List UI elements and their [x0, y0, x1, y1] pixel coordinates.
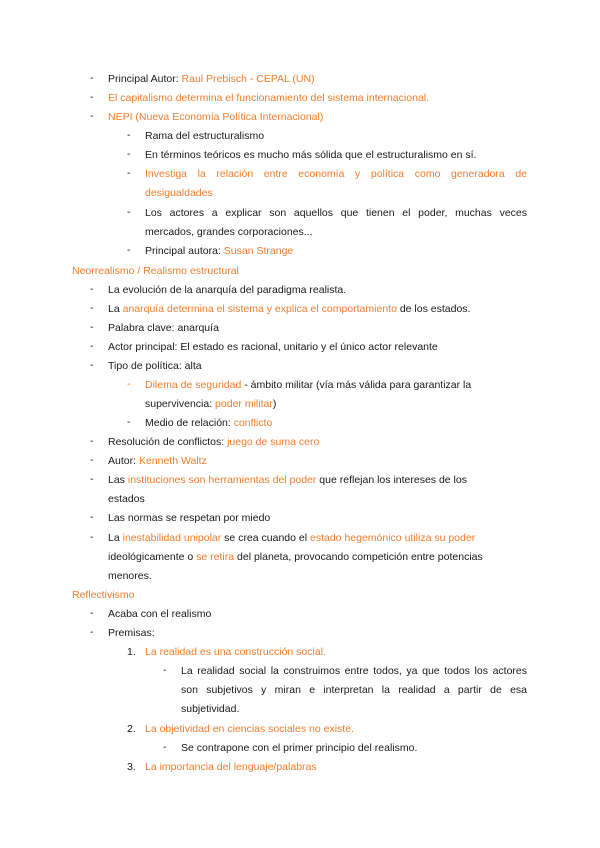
- highlight-text: estado hegemónico utiliza su poder: [310, 532, 476, 544]
- neo-item-instituciones: [108, 473, 467, 487]
- top-line-principal-autor: [108, 72, 315, 86]
- label-text: ideológicamente o: [108, 551, 197, 563]
- premisa-1: La realidad es una construcción social.: [145, 646, 326, 658]
- label-text: del planeta, provocando competición entre potencias: [234, 551, 483, 563]
- neo-item-tipo-politica: Tipo de política: alta: [108, 360, 202, 372]
- label-text: Las: [108, 474, 128, 486]
- nepi-item-actores: Los actores a explicar son aquellos que tienen el poder, muchas veces: [145, 207, 527, 219]
- bullet-dash: -: [90, 607, 94, 619]
- highlight-text: anarquía determina el sistema y explica el comportamiento: [122, 303, 397, 315]
- highlight-text: Kenneth Waltz: [138, 455, 207, 467]
- bullet-dash: -: [90, 321, 94, 333]
- nepi-item-investiga-cont: desigualdades: [145, 187, 213, 199]
- label-text: Principal Autor:: [108, 73, 182, 85]
- bullet-dash: -: [90, 511, 94, 523]
- highlight-text: Raul Prebisch - CEPAL (UN): [181, 73, 315, 85]
- refl-item-premisas: Premisas:: [108, 627, 155, 639]
- highlight-text: conflicto: [233, 417, 273, 429]
- bullet-dash: -: [90, 435, 94, 447]
- label-text: La: [108, 532, 123, 544]
- bullet-dash: -: [90, 626, 94, 638]
- label-text: supervivencia:: [145, 398, 216, 410]
- label-text: Medio de relación:: [145, 417, 234, 429]
- bullet-dash: -: [127, 167, 131, 179]
- highlight-text: se retira: [196, 551, 235, 563]
- nepi-item-autora: [145, 244, 293, 258]
- premisa-1-detail-cont2: subjetividad.: [181, 703, 240, 715]
- label-text: de los estados.: [396, 303, 471, 315]
- neo-sub-dilema: [145, 378, 471, 392]
- label-text: - ámbito militar (vía más válida para garantizar la: [241, 379, 472, 391]
- neo-item-autor: [108, 454, 207, 468]
- bullet-dash: -: [127, 244, 131, 256]
- top-line-nepi: NEPI (Nueva Economía Política Internacional): [108, 111, 324, 123]
- section-heading-reflectivismo: Reflectivismo: [72, 589, 135, 601]
- bullet-dash: -: [127, 378, 131, 390]
- bullet-dash: -: [90, 72, 94, 84]
- nepi-item-investiga: Investiga la relación entre economía y política como generadora de: [145, 168, 527, 180]
- bullet-dash: -: [127, 206, 131, 218]
- numbered-marker: 1.: [127, 646, 136, 658]
- bullet-dash: -: [90, 454, 94, 466]
- bullet-dash: -: [127, 148, 131, 160]
- neo-item-instituciones-cont: estados: [108, 493, 145, 505]
- neo-item-actor-principal: Actor principal: El estado es racional, unitario y el único actor relevante: [108, 341, 438, 353]
- highlight-text: juego de suma cero: [227, 436, 320, 448]
- refl-item-acaba: Acaba con el realismo: [108, 608, 212, 620]
- bullet-dash: -: [90, 359, 94, 371]
- top-line-capitalismo: El capitalismo determina el funcionamiento del sistema internacional.: [108, 92, 429, 104]
- bullet-dash: -: [90, 531, 94, 543]
- section-heading-neorrealismo: Neorrealismo / Realismo estructural: [72, 265, 239, 277]
- bullet-dash: -: [90, 283, 94, 295]
- bullet-dash: -: [163, 741, 167, 753]
- numbered-marker: 2.: [127, 723, 136, 735]
- numbered-marker: 3.: [127, 761, 136, 773]
- bullet-dash: -: [90, 91, 94, 103]
- label-text: Autor:: [108, 455, 139, 467]
- highlight-text: Susan Strange: [223, 245, 294, 257]
- neo-item-anarquia: [108, 302, 470, 316]
- premisa-1-detail: La realidad social la construimos entre todos, ya que todos los actores: [181, 665, 527, 677]
- bullet-dash: -: [90, 302, 94, 314]
- neo-sub-dilema-cont: [145, 397, 276, 411]
- premisa-2: La objetividad en ciencias sociales no existe.: [145, 723, 354, 735]
- nepi-item-rama: Rama del estructuralismo: [145, 130, 265, 142]
- label-text: ): [272, 398, 277, 410]
- highlight-text: inestabilidad unipolar: [122, 532, 222, 544]
- bullet-dash: -: [127, 416, 131, 428]
- neo-item-palabra-clave: Palabra clave: anarquía: [108, 322, 219, 334]
- nepi-item-terminos: En términos teóricos es mucho más sólida que el estructuralismo en sí.: [145, 149, 477, 161]
- neo-item-inestabilidad: [108, 531, 475, 545]
- neo-sub-medio: [145, 416, 272, 430]
- premisa-3: La importancia del lenguaje/palabras: [145, 761, 317, 773]
- premisa-1-detail-cont: son subjetivos y miran e interpretan la realidad a partir de esa: [181, 684, 527, 696]
- neo-item-normas: Las normas se respetan por miedo: [108, 512, 271, 524]
- label-text: se crea cuando el: [221, 532, 310, 544]
- neo-item-inestabilidad-cont2: menores.: [108, 570, 152, 582]
- premisa-2-detail: Se contrapone con el primer principio del realismo.: [181, 742, 418, 754]
- bullet-dash: -: [90, 110, 94, 122]
- label-text: que reflejan los intereses de los: [316, 474, 467, 486]
- highlight-text: instituciones son herramientas del poder: [127, 474, 317, 486]
- highlight-text: poder militar: [215, 398, 273, 410]
- neo-item-evolucion: La evolución de la anarquía del paradigma realista.: [108, 284, 347, 296]
- bullet-dash: -: [90, 473, 94, 485]
- bullet-dash: -: [127, 129, 131, 141]
- bullet-dash: -: [163, 664, 167, 676]
- label-text: La: [108, 303, 123, 315]
- bullet-dash: -: [90, 340, 94, 352]
- neo-item-resolucion: [108, 435, 319, 449]
- neo-item-inestabilidad-cont: [108, 550, 483, 564]
- label-text: Resolución de conflictos:: [108, 436, 228, 448]
- highlight-text: Dilema de seguridad: [145, 379, 242, 391]
- nepi-item-actores-cont: mercados, grandes corporaciones...: [145, 226, 313, 238]
- label-text: Principal autora:: [145, 245, 224, 257]
